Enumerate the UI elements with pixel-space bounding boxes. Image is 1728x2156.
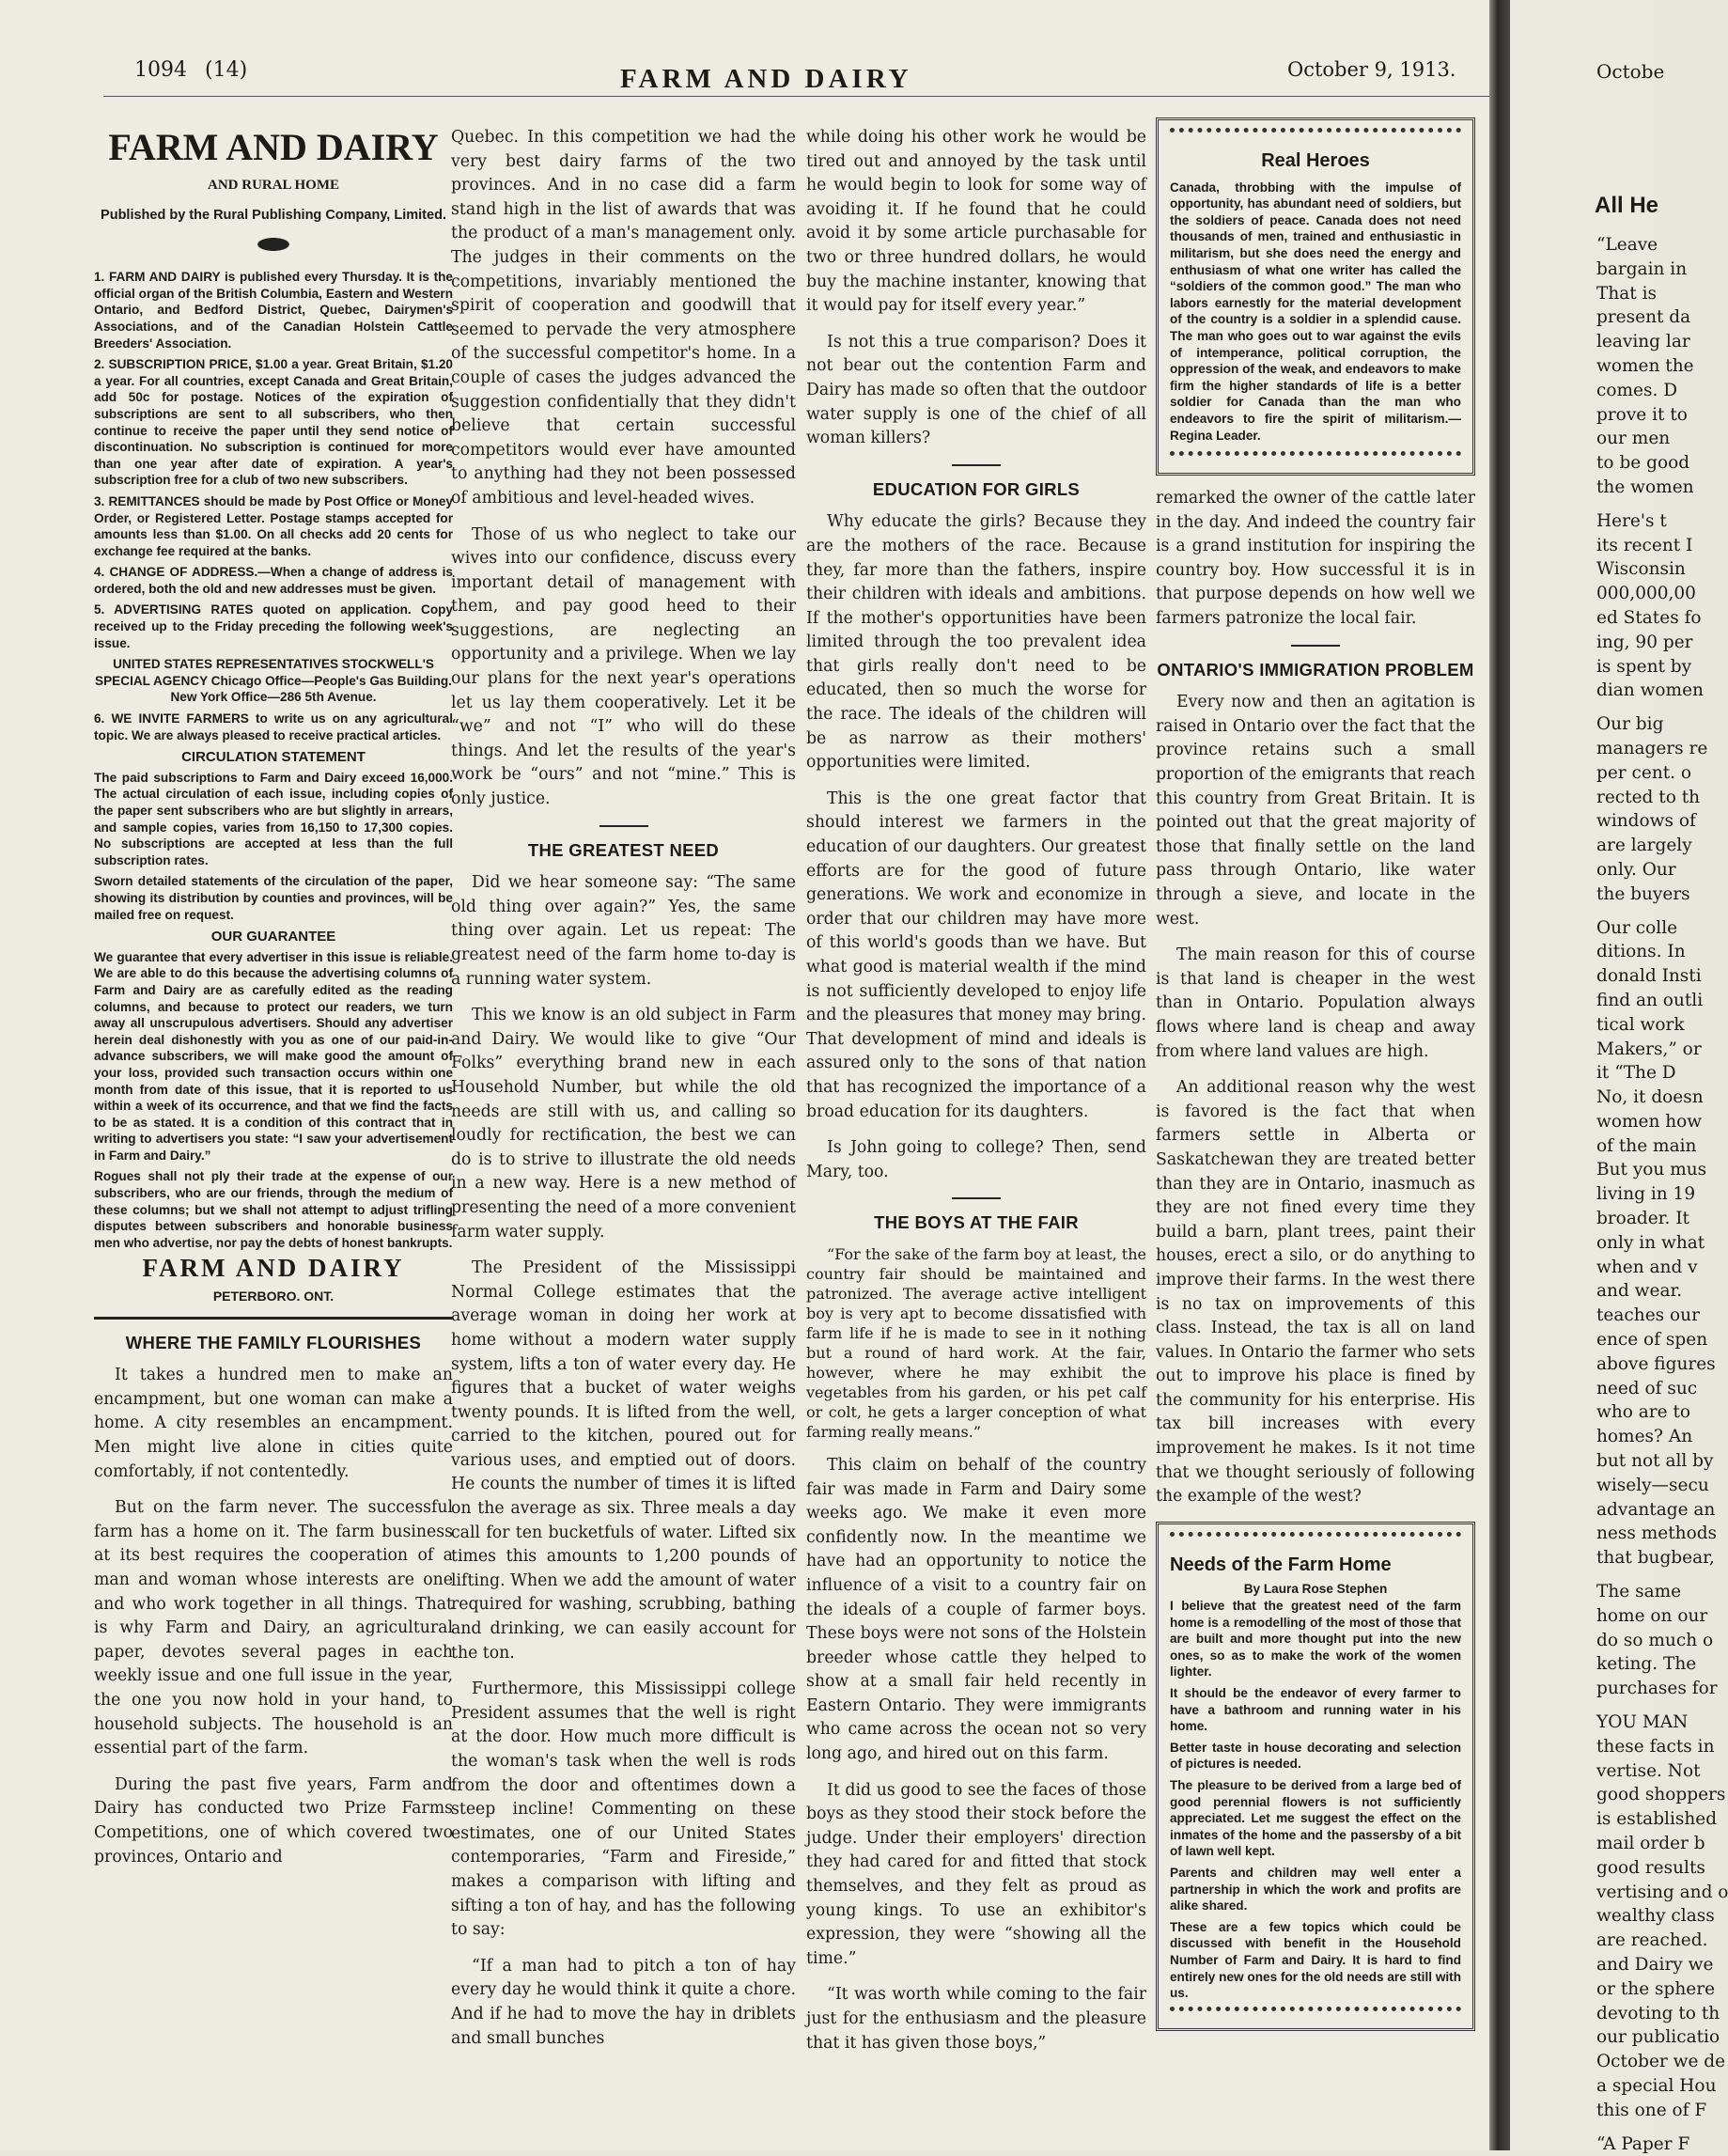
article-paragraph: This claim on behalf of the country fair was made in Farm and Dairy some weeks ago. We make it even more confidently now. In the meantime we have had an opportunity to notice the influence of a visit to a country fair on the ideals of a couple of farmer boys. These boys were not sons of the Holstein breeder whose cattle they helped to show at a small fair held recently in Eastern Ontario. They were immigrants who came across the ocean not so very long ago, and hired out on this farm.: [806, 1455, 1146, 1764]
facing-text-line: “A Paper F: [1596, 2133, 1690, 2154]
publisher-footer-place: PETERBORO. ONT.: [212, 1289, 335, 1305]
publisher-byline: Published by the Rural Publishing Company, Limited.: [101, 207, 446, 223]
facing-text-line: windows of: [1596, 811, 1696, 832]
facing-text-line: rected to th: [1596, 787, 1701, 807]
guarantee-heading: OUR GUARANTEE: [210, 929, 336, 945]
facing-text-line: Our big: [1596, 714, 1664, 735]
section-rule: [952, 1197, 1001, 1199]
facing-text-line: [1596, 500, 1728, 509]
facing-text-line: [1596, 1701, 1728, 1711]
circulation-text: Sworn detailed statements of the circulation of the paper, showing its distribution by counties and provinces, will be mailed free on request.: [94, 874, 453, 922]
facing-text-line: bargain in: [1596, 258, 1688, 279]
section-rule: [1291, 645, 1340, 647]
box-title: Needs of the Farm Home: [1170, 1554, 1392, 1575]
facing-text-line: homes? An: [1596, 1427, 1693, 1447]
facing-text-line: and Dairy we: [1596, 1954, 1714, 1975]
facing-text-line: teaches our: [1596, 1305, 1700, 1326]
facing-text-line: managers re: [1596, 738, 1708, 758]
page-gutter: [1489, 0, 1510, 2150]
circulation-text: The paid subscriptions to Farm and Dairy exceed 16,000. The actual circulation of each issue, including copies of the paper sent subscribers who are but slightly in arrears, and sample copies, varies from 16,150 to 17,300 copies. No subscriptions are accepted at less than the full subscription rates.: [94, 770, 453, 867]
facing-text-line: [1596, 2123, 1728, 2133]
facing-text-line: present da: [1596, 307, 1691, 328]
facing-text-line: YOU MAN: [1596, 1712, 1689, 1733]
article-paragraph: Furthermore, this Mississippi college President assumes that the well is right at the door. How much more difficult is the woman's task when the well is rods from the door and oftentimes down a steep incline! Commenting on these estimates, one of our United States contemporaries, “Farm and Fireside,” makes a comparison with lifting and sifting a ton of hay, and has the following to say:: [451, 1679, 796, 1940]
facing-text-line: Our colle: [1596, 917, 1678, 938]
facing-text-line: comes. D: [1596, 380, 1678, 400]
facing-text-line: home on our: [1596, 1605, 1708, 1626]
facing-text-line: or the sphere: [1596, 1978, 1716, 1999]
facing-text-line: per cent. o: [1596, 762, 1692, 783]
facing-text-line: it “The D: [1596, 1063, 1676, 1084]
facing-text-line: 000,000,00: [1596, 584, 1696, 604]
notice-item: 6. WE INVITE FARMERS to write us on any agricultural topic. We are always pleased to receive practical articles.: [94, 711, 453, 742]
article-paragraph: “If a man had to pitch a ton of hay every day he would think it quite a chore. And if he had to move the hay in driblets and small bunches: [451, 1956, 796, 2048]
article-title-boys-fair: THE BOYS AT THE FAIR: [874, 1212, 1079, 1233]
facing-text-line: is established: [1596, 1809, 1718, 1830]
notice-item: 4. CHANGE OF ADDRESS.—When a change of address is ordered, both the old and new addresses must be given.: [94, 565, 453, 596]
section-rule: [94, 1317, 453, 1320]
facing-text-line: keting. The: [1596, 1654, 1697, 1675]
article-title-family: WHERE THE FAMILY FLOURISHES: [125, 1332, 422, 1352]
facing-text-line: advantage an: [1596, 1499, 1716, 1520]
facing-text-line: dian women: [1596, 680, 1704, 701]
guarantee-text: We guarantee that every advertiser in this issue is reliable. We are able to do this because the advertising columns of Farm and Dairy are as carefully edited as the reading columns, and because to protect our readers, we turn away all unscrupulous advertisers. Should any advertiser herein deal dishonestly with you as one of our paid-in-advance subscribers, we will make good the amount of your loss, provided such transaction occurs within one month from date of this issue, that it is reported to us within a week of its occurrence, and that we find the facts to be as stated. It is a condition of this contract that in writing to advertisers you state: “I saw your advertisement in Farm and Dairy.”: [94, 949, 453, 1163]
box-text: Canada, throbbing with the impulse of opportunity, has abundant need of soldiers, but the soldiers of peace. Canada does not need thousands of men, trained and enthusiastic in militarism, but she does need the energy and enthusiasm of what one writer has called the “soldiers of the common good.” The man who labors earnestly for the material development of the country is a soldier in a splendid cause. The man who goes out to war against the evils of intemperance, political corruption, the oppression of the weak, and endeavors to make firm the higher standards of life is a better soldier for Canada than the man who endeavors to fire the spirit of militarism.—Regina Leader.: [1170, 180, 1461, 443]
facing-text-line: [1596, 907, 1728, 916]
facing-text-line: ing, 90 per: [1596, 632, 1693, 652]
facing-text-line: ed States fo: [1596, 607, 1702, 628]
facing-text-line: purchases for: [1596, 1679, 1718, 1699]
article-paragraph: The President of the Mississippi Normal College estimates that the average woman in doing her work at home without a modern water supply system, lifts a ton of water every day. He figures that a bucket of water weighs twenty pounds. It is lifted from the well, carried to the kitchen, poured out for various uses, and emptied out of doors. He counts the number of times it is lifted on the average as six. Three meals a day call for ten bucketfuls of water. Lifted six times this amounts to 1,200 pounds of lifting. When we add the amount of water required for washing, scrubbing, bathing and drinking, we can easily account for the ton.: [451, 1258, 796, 1663]
box-text: [1170, 1598, 1461, 2002]
publisher-column: [94, 127, 453, 1882]
facing-text-line: ence of spen: [1596, 1330, 1708, 1351]
ornament-border: [1170, 1532, 1461, 1548]
facing-text: [1596, 233, 1728, 2156]
facing-text-line: wealthy class: [1596, 1906, 1715, 1927]
facing-text-line: But you mus: [1596, 1160, 1707, 1180]
article-paragraph: This is the one great factor that should interest we farmers in the education of our daughters. Our greatest efforts are for the good of future generations. We work and economize in order that our children may have more of this world's goods than we have. But what good is material wealth if the mind is not sufficiently developed to enjoy life and the pleasures that money may bring. That development of mind and ideals is assured only to the sons of that nation that has recognized the importance of a broad education for its daughters.: [806, 789, 1146, 1121]
box-byline: By Laura Rose Stephen: [1243, 1582, 1388, 1597]
facing-text-line: ness methods: [1596, 1523, 1718, 1544]
article-paragraph: Quebec. In this competition we had the very best dairy farms of the two provinces. And in no case did a farm stand high in the list of awards that was the product of a man's management only. The judges in their comments on the competitions, invariably mentioned the spirit of cooperation and goodwill that seemed to pervade the very atmosphere of the successful competitor's home. In a couple of cases the judges advanced the suggestion confidentially that they didn't believe that certain successful competitors would ever have amounted to anything had they not been possessed of ambitious and level-headed wives.: [451, 128, 796, 508]
facing-text-line: our men: [1596, 429, 1671, 449]
facing-text-line: broader. It: [1596, 1209, 1689, 1229]
facing-text-line: find an outli: [1596, 990, 1704, 1010]
facing-text-line: October we de: [1596, 2052, 1726, 2072]
facing-text-line: women how: [1596, 1111, 1703, 1132]
article-paragraph: while doing his other work he would be tired out and annoyed by the task until he would begin to look for some way of avoiding it. If he found that he could avoid it by some article purchasable for two or three hundred dollars, he would buy the machine instanter, knowing that it would pay for itself every year.”: [806, 128, 1146, 316]
article-title-immigration: ONTARIO'S IMMIGRATION PROBLEM: [1157, 659, 1474, 680]
issue-date: October 9, 1913.: [1287, 58, 1456, 81]
article-paragraph: Did we hear someone say: “The same old thing over again?” Yes, the same thing over again. Let us repeat: The greatest need of the farm home to-day is a running water system.: [451, 873, 796, 989]
box-paragraph: Parents and children may well enter a partnership in which the work and profits are alike shared.: [1170, 1865, 1461, 1914]
facing-text-line: Wisconsin: [1596, 559, 1686, 580]
facing-text-line: The same: [1596, 1582, 1682, 1602]
guarantee-text: Rogues shall not ply their trade at the expense of our subscribers, who are our friends, through the medium of these columns; but we shall not attempt to adjust trifling disputes between subscribers and honorable business men who advertise, nor pay the debts of honest bankrupts.: [94, 1169, 453, 1250]
facing-text-line: need of suc: [1596, 1378, 1698, 1398]
facing-date: Octobe: [1596, 60, 1665, 83]
publisher-subtitle: AND RURAL HOME: [207, 178, 339, 193]
facing-text-line: good results: [1596, 1857, 1705, 1878]
article-paragraph: During the past five years, Farm and Dairy has conducted two Prize Farms Competitions, one of which covered two provinces, Ontario and: [94, 1774, 453, 1867]
box-paragraph: These are a few topics which could be discussed with benefit in the Household Number of Farm and Dairy. It is hard to find entirely new ones for the old needs are still with us.: [1170, 1919, 1461, 2001]
article-title-education: EDUCATION FOR GIRLS: [872, 478, 1081, 499]
facing-text-line: but not all by: [1596, 1451, 1714, 1472]
column-four: [1156, 117, 1475, 2031]
box-paragraph: The pleasure to be derived from a large bed of good perennial flowers is not sufficiently appreciated. Let me suggest the effect on the inmates of the home and the passersby of a bit of lawn well kept.: [1170, 1777, 1461, 1859]
article-quote: “For the sake of the farm boy at least, the country fair should be maintained and patronized. The average active intelligent boy is very apt to become dissatisfied with farm life if he is made to see in it nothing but a round of hard work. At the fair, however, where he may exhibit the vegetables from his garden, or his pet calf or colt, he gets a larger conception of what farming really means.”: [806, 1244, 1146, 1441]
facing-text-line: [1596, 703, 1728, 712]
facing-text-line: Makers,” or: [1596, 1039, 1702, 1059]
real-heroes-box: [1156, 117, 1475, 476]
header-rule: [103, 96, 1489, 97]
article-paragraph: remarked the owner of the cattle later in the day. And indeed the country fair is a grand institution for inspiring the country boy. How successful it is in that purpose depends on how well we farmers patronize the local fair.: [1156, 489, 1475, 629]
publisher-footer-title: FARM AND DAIRY: [142, 1254, 405, 1283]
page-number: 1094: [134, 58, 187, 82]
facing-text-line: and wear.: [1596, 1281, 1683, 1302]
facing-text-line: No, it doesn: [1596, 1087, 1704, 1108]
ornament-border: [1170, 2007, 1461, 2023]
facing-heading: All He: [1595, 193, 1659, 218]
facing-text-line: “Leave: [1596, 235, 1658, 255]
section-rule: [952, 464, 1001, 466]
facing-text-line: is spent by: [1596, 656, 1692, 677]
circulation-heading: CIRCULATION STATEMENT: [181, 749, 366, 766]
facing-text-line: the buyers: [1596, 883, 1690, 904]
facing-text-line: its recent I: [1596, 535, 1693, 555]
facing-text-line: donald Insti: [1596, 966, 1702, 987]
article-title-greatest-need: THE GREATEST NEED: [527, 839, 720, 860]
article-paragraph: An additional reason why the west is favored is the fact that when farmers settle in Alberta or Saskatchewan they are treated better than they are in Ontario, inasmuch as they are not fined every time they build a barn, plant trees, paint their houses, erect a silo, or do anything to improve their farms. In the west there is no tax on improvements of this class. Instead, the tax is all on land values. In Ontario the farmer who sets out to improve his place is fined by the community for his enterprise. His tax bill increases with every improvement he makes. Is it not time that we thought seriously of following the example of the west?: [1156, 1078, 1475, 1507]
ornament-border: [1170, 451, 1461, 467]
box-paragraph: I believe that the greatest need of the farm home is a remodelling of the most of those that are built and more thought put into the new ones, so as to make the work of the women lighter.: [1170, 1599, 1461, 1679]
article-paragraph: It takes a hundred men to make an encampment, but one woman can make a home. A city resembles an encampment. Men might live alone in cities quite comfortably, if not contentedly.: [94, 1366, 453, 1481]
notice-item: 1. FARM AND DAIRY is published every Thursday. It is the official organ of the British Columbia, Eastern and Western Ontario, and Bedford District, Quebec, Dairymen's Associations, and of the Canadian Holstein Cattle Breeders' Association.: [94, 270, 453, 351]
facing-text-line: vertising and o: [1596, 1882, 1728, 1902]
facing-text-line: this one of F: [1596, 2100, 1707, 2120]
facing-text-line: leaving lar: [1596, 332, 1690, 352]
facing-text-line: prove it to: [1596, 404, 1688, 425]
facing-text-line: women the: [1596, 355, 1694, 376]
box-paragraph: It should be the endeavor of every farmer to have a bathroom and running water in his home.: [1170, 1686, 1461, 1734]
column-three: [806, 126, 1146, 2068]
publisher-notices: [94, 269, 453, 1251]
notice-item: 2. SUBSCRIPTION PRICE, $1.00 a year. Great Britain, $1.20 a year. For all countries, except Canada and Great Britain, add 50c for postage. Notices of the expiration of subscriptions are sent to all subscribers, who then continue to receive the paper until they send notice of discontinuation. No subscription is continued for more than one year after date of expiration. A year's subscription free for a club of two new subscribers.: [94, 357, 453, 488]
facing-text-line: [1596, 1570, 1728, 1580]
facing-text-line: only in what: [1596, 1232, 1705, 1253]
facing-text-line: That is: [1596, 283, 1658, 304]
article-paragraph: “It was worth while coming to the fair just for the enthusiasm and the pleasure that it has given those boys,”: [806, 1985, 1146, 2053]
notice-item: 3. REMITTANCES should be made by Post Office or Money Order, or Registered Letter. Postage stamps accepted for amounts less than $1.00. On all checks add 20 cents for exchange fee required at the banks.: [94, 493, 453, 558]
facing-text-line: who are to: [1596, 1402, 1691, 1423]
article-paragraph: Is not this a true comparison? Does it not bear out the contention Farm and Dairy has made so often that the outdoor water supply is one of the chief of all woman killers?: [806, 332, 1146, 448]
facing-text-line: that bugbear,: [1596, 1548, 1715, 1569]
facing-text-line: Here's t: [1596, 510, 1667, 531]
box-title: Real Heroes: [1261, 150, 1370, 171]
article-paragraph: It did us good to see the faces of those boys as they stood their stock before the judge. Under their employers' direction they had cared for and fitted that stock themselves, and they felt as proud as young kings. To use an exhibitor's expression, they were “showing all the time.”: [806, 1780, 1146, 1968]
article-paragraph: Why educate the girls? Because they are the mothers of the race. Because they, far more than the fathers, inspire their children with ideals and ambitions. If the mother's opportunities have been limited through the too prevalent idea that girls really don't need to be educated, then so much the worse for the race. The ideals of the children will be as narrow as their mothers' opportunities were limited.: [806, 512, 1146, 773]
facing-text-line: are largely: [1596, 836, 1692, 856]
article-paragraph: But on the farm never. The successful farm has a home on it. The farm business at its best requires the cooperation of a man and woman whose interests are one and who work together in all things. That is why Farm and Dairy, an agricultural paper, devotes several pages in each weekly issue and one full issue in the year, the one you now hold in your hand, to household subjects. The household is an essential part of the farm.: [94, 1498, 453, 1758]
running-masthead: FARM AND DAIRY: [620, 64, 912, 94]
facing-text-line: these facts in: [1596, 1736, 1715, 1757]
article-paragraph: Those of us who neglect to take our wives into our confidence, discuss every important detail of management with them, and pay good heed to their suggestions, are neglecting an opportunity and a privilege. When we lay our plans for the next year's operations let us lay them cooperatively. Let it be “we” and not “I” who will do these things. And let the results of the year's work be “ours” and not “mine.” This is only justice.: [451, 524, 796, 809]
facing-text-line: vertise. Not: [1596, 1760, 1701, 1781]
facing-text-line: wisely—secu: [1596, 1475, 1709, 1495]
facing-text-line: good shoppers: [1596, 1785, 1726, 1805]
facing-text-line: do so much o: [1596, 1630, 1714, 1650]
ornament-icon: [246, 233, 301, 256]
facing-text-line: the women: [1596, 477, 1694, 497]
facing-text-line: tical work: [1596, 1014, 1685, 1035]
needs-box: [1156, 1522, 1475, 2031]
facing-text-line: living in 19: [1596, 1184, 1696, 1205]
facing-text-line: when and v: [1596, 1257, 1698, 1277]
publisher-title: FARM AND DAIRY: [108, 126, 439, 168]
column-two: [451, 126, 796, 2063]
ornament-border: [1170, 128, 1461, 144]
facing-text-line: mail order b: [1596, 1834, 1705, 1853]
notice-item: 5. ADVERTISING RATES quoted on application. Copy received up to the Friday preceding the following week's issue.: [94, 602, 453, 650]
facing-text-line: devoting to th: [1596, 2003, 1720, 2023]
facing-text-line: a special Hou: [1596, 2075, 1717, 2096]
article-paragraph: Is John going to college? Then, send Mary, too.: [806, 1138, 1146, 1181]
facing-text-line: our publicatio: [1596, 2027, 1720, 2048]
facing-text-line: ditions. In: [1596, 942, 1686, 962]
facing-text-line: are reached.: [1596, 1930, 1708, 1951]
facing-text-line: to be good: [1596, 453, 1690, 474]
article-paragraph: The main reason for this of course is that land is cheaper in the west than in Ontario. Population always flows where land is cheap and away from where land values are high.: [1156, 945, 1475, 1061]
article-paragraph: This we know is an old subject in Farm and Dairy. We would like to give “Our Folks” everything brand new in each Household Number, but while the old needs are still with us, and calling so loudly for rectification, the best we can do is to strive to illustrate the old needs in a new way. Here is a new method of presenting the need of a more convenient farm water supply.: [451, 1006, 796, 1242]
facing-text-line: only. Our: [1596, 859, 1676, 880]
facing-text-line: of the main: [1596, 1135, 1697, 1156]
inner-page-number: (14): [205, 58, 248, 82]
box-paragraph: Better taste in house decorating and selection of pictures is needed.: [1170, 1740, 1461, 1772]
facing-page-fragment: [1510, 0, 1728, 2154]
notice-item: UNITED STATES REPRESENTATIVES STOCKWELL'S SPECIAL AGENCY Chicago Office—People's Gas Building. New York Office—286 5th Avenue.: [95, 657, 452, 705]
section-rule: [599, 825, 648, 827]
facing-text-line: above figures: [1596, 1353, 1716, 1374]
article-paragraph: Every now and then an agitation is raised in Ontario over the fact that the province retains such a small proportion of the emigrants that reach this country from Great Britain. It is pointed out that the great majority of those that finally settle on the land pass through Ontario, like water through a sieve, and locate in the west.: [1156, 693, 1475, 929]
